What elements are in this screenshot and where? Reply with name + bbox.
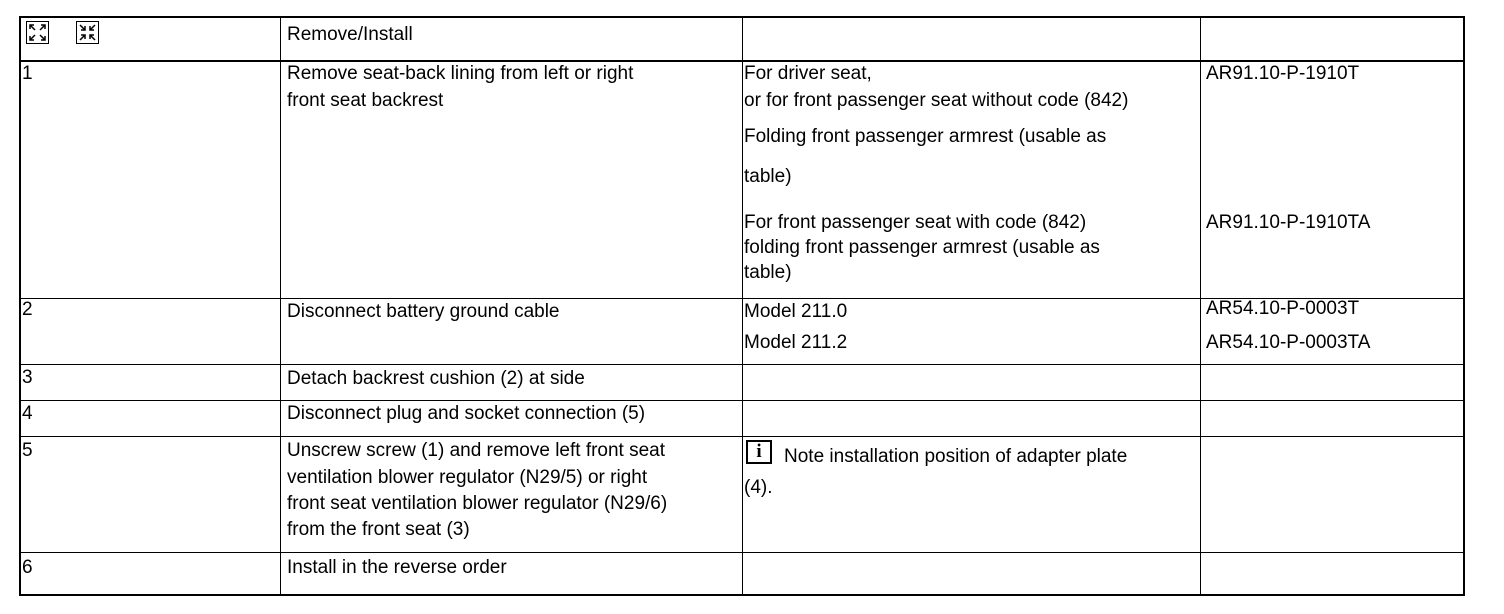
step-number: 6 xyxy=(22,557,33,578)
step-action-line: from the front seat (3) xyxy=(287,519,470,540)
info-icon: i xyxy=(746,440,772,464)
step-action-line: Unscrew screw (1) and remove left front seat xyxy=(287,440,666,461)
row-divider xyxy=(21,552,1463,553)
condition-text: folding front passenger armrest (usable as xyxy=(744,237,1100,258)
step-action-line: Install in the reverse order xyxy=(287,557,507,578)
step-number: 2 xyxy=(22,299,33,320)
step-action-line: front seat backrest xyxy=(287,90,444,111)
condition-text: table) xyxy=(744,166,792,187)
reference-link[interactable]: AR91.10-P-1910TA xyxy=(1206,212,1371,233)
step-number: 5 xyxy=(22,440,33,461)
step-action-line: front seat ventilation blower regulator (N29/6) xyxy=(287,493,668,514)
step-number: 1 xyxy=(22,63,33,84)
reference-link[interactable]: AR91.10-P-1910T xyxy=(1206,63,1360,84)
step-action-line: Disconnect battery ground cable xyxy=(287,301,560,322)
step-action-line: Detach backrest cushion (2) at side xyxy=(287,368,585,389)
step-number: 3 xyxy=(22,367,33,388)
header-title: Remove/Install xyxy=(287,24,413,45)
condition-text: Folding front passenger armrest (usable as xyxy=(744,126,1107,147)
condition-text: table) xyxy=(744,262,792,283)
row-divider xyxy=(21,364,1463,365)
step-action-line: ventilation blower regulator (N29/5) or right xyxy=(287,467,648,488)
row-divider xyxy=(21,400,1463,401)
condition-text: For front passenger seat with code (842) xyxy=(744,212,1087,233)
condition-text: Model 211.2 xyxy=(744,332,848,353)
column-divider xyxy=(280,18,281,594)
reference-link[interactable]: AR54.10-P-0003T xyxy=(1206,298,1360,319)
row-divider xyxy=(21,436,1463,437)
note-text: (4). xyxy=(744,477,773,498)
note-text: Note installation position of adapter plate xyxy=(784,446,1128,467)
collapse-icon[interactable] xyxy=(76,21,99,44)
step-action-line: Remove seat-back lining from left or right xyxy=(287,63,634,84)
expand-icon[interactable] xyxy=(26,21,49,44)
column-divider xyxy=(1200,18,1201,594)
step-action-line: Disconnect plug and socket connection (5) xyxy=(287,403,646,424)
condition-text: For driver seat, xyxy=(744,63,872,84)
column-divider xyxy=(742,18,743,594)
condition-text: or for front passenger seat without code (842) xyxy=(744,90,1129,111)
step-number: 4 xyxy=(22,403,33,424)
reference-link[interactable]: AR54.10-P-0003TA xyxy=(1206,332,1371,353)
condition-text: Model 211.0 xyxy=(744,301,848,322)
